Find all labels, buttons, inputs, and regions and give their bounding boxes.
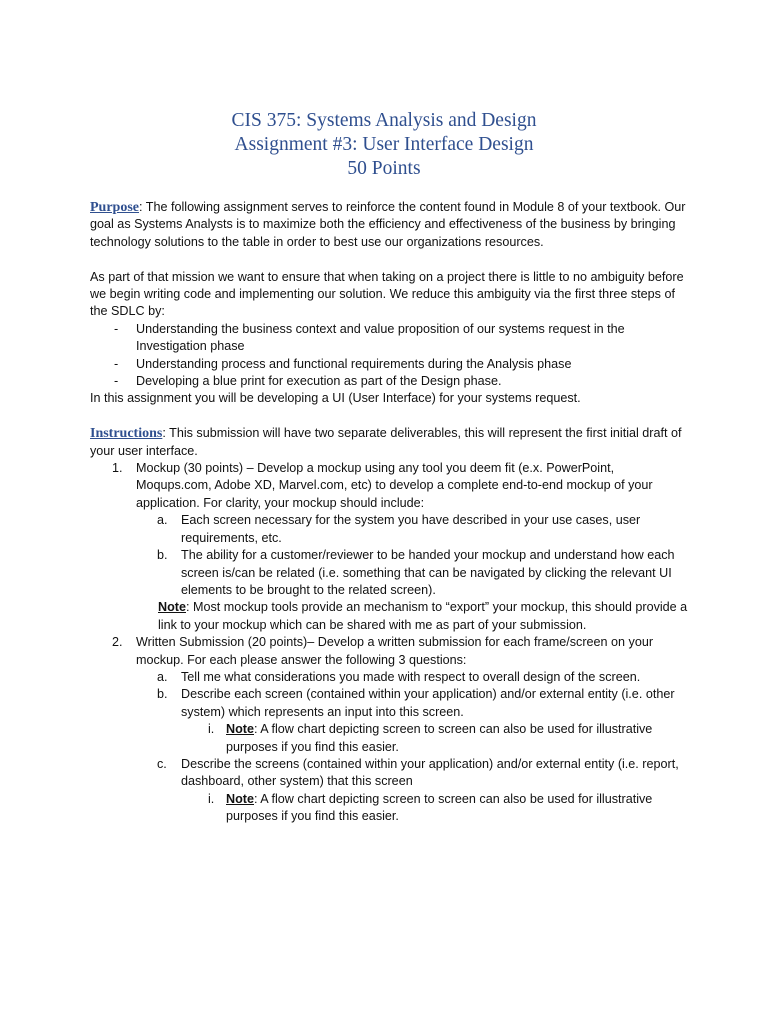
- subitem-text: Tell me what considerations you made with respect to overall design of the screen.: [181, 669, 641, 684]
- subsubitem-text: [226, 721, 690, 756]
- note-label: Note: [158, 600, 186, 615]
- instructions-text: : This submission will have two separate deliverables, this will represent the first initial draft of your user interface.: [90, 426, 682, 458]
- title-points: 50 Points: [347, 158, 421, 179]
- bullet-text: Understanding the business context and value proposition of our systems request in the Investigation phase: [136, 321, 625, 354]
- purpose-text: : The following assignment serves to reinforce the content found in Module 8 of your textbook. Our goal as Systems Analysts is to maximize both the efficiency and effectiveness of the business by bringing technology solutions to the table in order to best use our organizations resources.: [90, 200, 686, 249]
- subitem-marker: b.: [157, 548, 168, 563]
- subitem-text: Describe the screens (contained within your application) and/or external entity (i.e. report, dashboard, other system) that this screen: [181, 756, 679, 789]
- instructions-paragraph: [90, 425, 690, 460]
- item-marker: 2.: [112, 635, 123, 650]
- list-item: [90, 356, 690, 373]
- mission-closing: In this assignment you will be developing a UI (User Interface) for your systems request.: [90, 391, 581, 406]
- purpose-heading: Purpose: [90, 200, 139, 215]
- document-title: [0, 109, 768, 181]
- subsubitem-text: [226, 791, 690, 826]
- mockup-note: [90, 599, 690, 634]
- subitem-marker: a.: [157, 669, 168, 684]
- bullet-marker: -: [114, 356, 119, 371]
- note-text: : Most mockup tools provide an mechanism to “export” your mockup, this should provide a link to your mockup which can be shared with me as part of your submission.: [158, 600, 688, 632]
- subsubitem-marker: i.: [208, 722, 215, 737]
- instructions-heading: Instructions: [90, 426, 163, 442]
- bullet-marker: -: [114, 374, 119, 389]
- note-text: : A flow chart depicting screen to screen can also be used for illustrative purposes if you find this easier.: [226, 791, 653, 824]
- list-item: [90, 460, 690, 512]
- list-item: [90, 634, 690, 669]
- item-text: Written Submission (20 points)– Develop a written submission for each frame/screen on your mockup. For each please answer the following 3 questions:: [136, 635, 654, 667]
- list-item: [90, 791, 690, 826]
- subsubitem-marker: i.: [208, 791, 215, 806]
- list-item: [90, 721, 690, 756]
- item-text: Mockup (30 points) – Develop a mockup using any tool you deem fit (e.x. PowerPoint, Moqups.com, Adobe XD, Marvel.com, etc) to develop a complete end-to-end mockup of your application. For clarity, your mockup should include:: [136, 461, 653, 510]
- title-course: CIS 375: Systems Analysis and Design: [231, 110, 537, 131]
- bullet-text: Developing a blue print for execution as part of the Design phase.: [136, 374, 502, 389]
- list-item: [90, 686, 690, 721]
- document-body: [90, 199, 690, 826]
- subitem-text: Each screen necessary for the system you have described in your use cases, user requirements, etc.: [181, 513, 641, 545]
- bullet-text: Understanding process and functional requirements during the Analysis phase: [136, 356, 572, 371]
- subitem-marker: a.: [157, 513, 168, 528]
- title-assignment: Assignment #3: User Interface Design: [234, 134, 534, 155]
- subitem-marker: c.: [157, 756, 167, 771]
- subitem-text: Describe each screen (contained within your application) and/or external entity (i.e. other system) which represents an input into this screen.: [181, 687, 675, 719]
- note-text: : A flow chart depicting screen to screen can also be used for illustrative purposes if you find this easier.: [226, 722, 653, 754]
- item-marker: 1.: [112, 461, 123, 476]
- list-item: [90, 512, 690, 547]
- list-item: [90, 547, 690, 599]
- list-item: [90, 669, 690, 686]
- list-item: [90, 373, 690, 390]
- note-label: Note: [226, 722, 254, 737]
- list-item: [90, 321, 690, 356]
- mission-intro: As part of that mission we want to ensure that when taking on a project there is little to no ambiguity before we begin writing code and implementing our solution. We reduce this ambiguity via the first three steps of the SDLC by:: [90, 269, 684, 319]
- subitem-marker: b.: [157, 687, 168, 702]
- subitem-text: The ability for a customer/reviewer to be handed your mockup and understand how each screen is/can be related (i.e. something that can be navigated by clicking the relevant UI elements to be brought to the related screen).: [181, 548, 675, 597]
- list-item: [90, 756, 690, 791]
- note-label: Note: [226, 791, 254, 806]
- bullet-marker: -: [114, 321, 119, 336]
- purpose-paragraph: [90, 199, 690, 251]
